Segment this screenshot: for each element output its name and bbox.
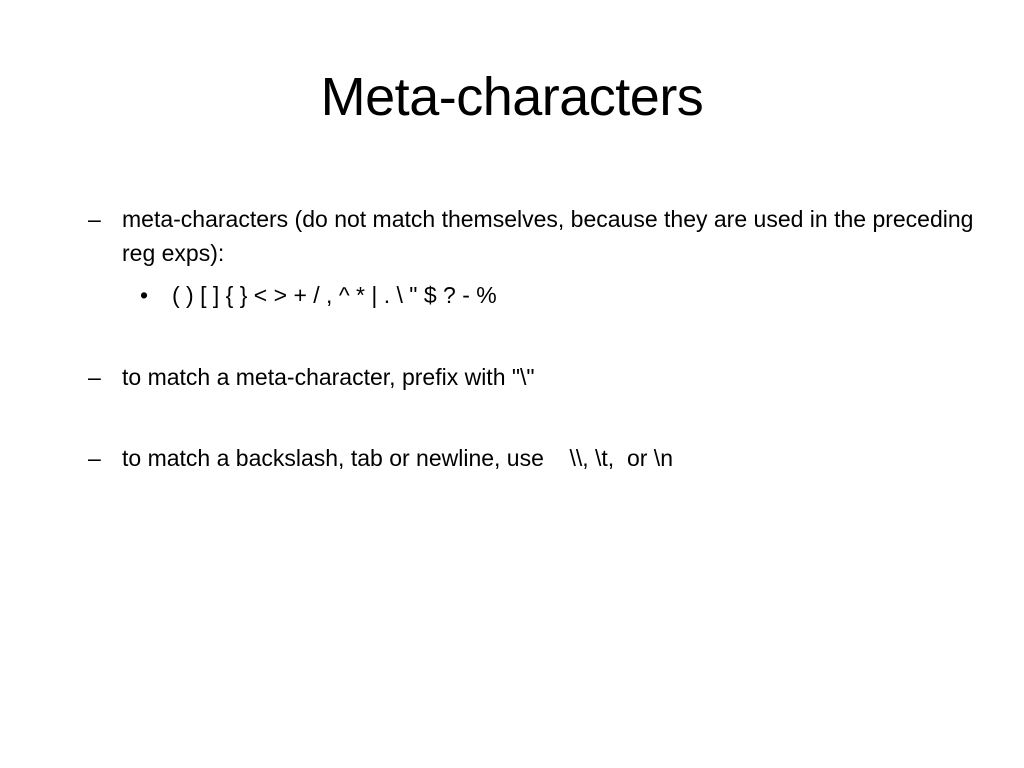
slide-title: Meta-characters <box>320 67 704 127</box>
bullet-marker: • <box>140 282 149 308</box>
bullet-text: to match a backslash, tab or newline, use \\, \t, or \n <box>122 445 673 471</box>
dash-marker: – <box>88 445 101 471</box>
dash-marker: – <box>88 206 101 232</box>
bullet-text: meta-characters (do not match themselves, because they are used in the preceding reg exps): <box>122 206 974 266</box>
sub-bullet-text: ( ) [ ] { } < > + / , ^ * | . \ " $ ? - % <box>172 282 497 308</box>
dash-marker: – <box>88 364 101 390</box>
bullet-text: to match a meta-character, prefix with "\" <box>122 364 535 390</box>
